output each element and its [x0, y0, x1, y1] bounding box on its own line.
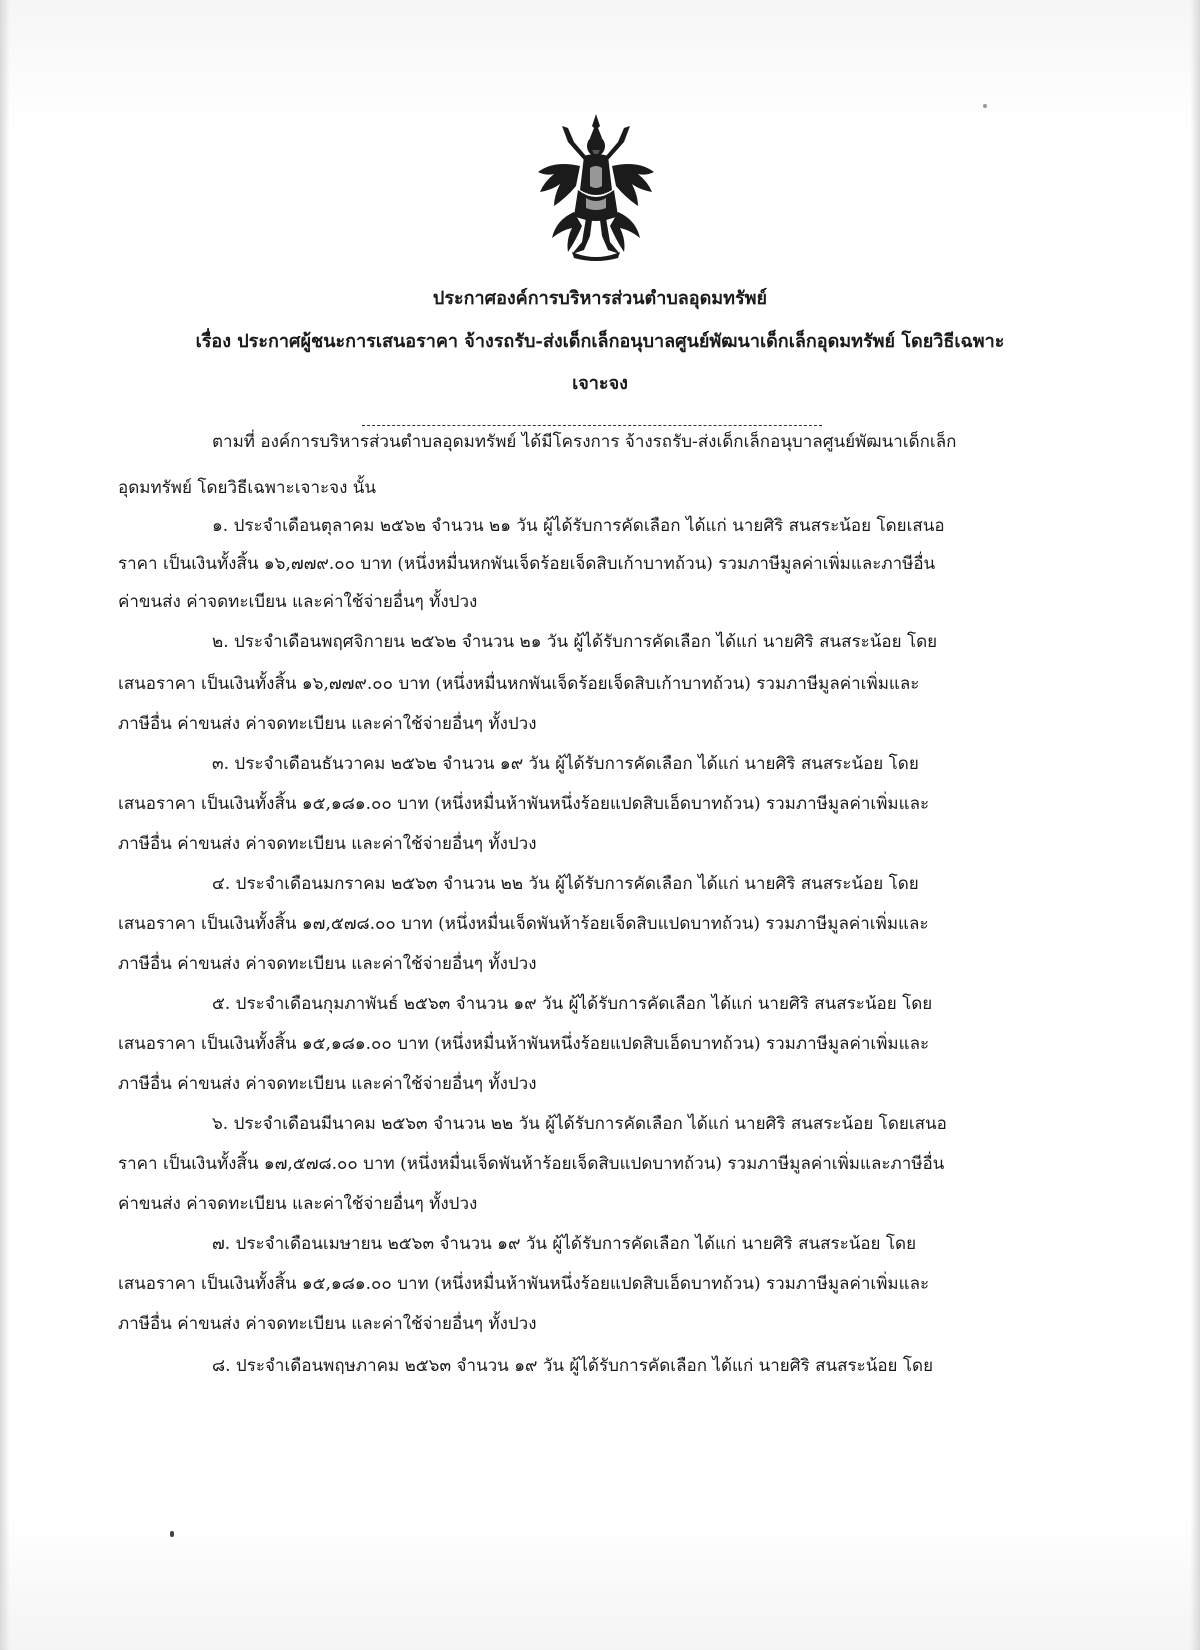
scan-edge-right [1190, 0, 1200, 1650]
item-7-line: ภาษีอื่น ค่าขนส่ง ค่าจดทะเบียน และค่าใช้จ่ายอื่นๆ ทั้งปวง [118, 1314, 537, 1334]
item-6-line: ๖. ประจำเดือนมีนาคม ๒๕๖๓ จำนวน ๒๒ วัน ผู้ได้รับการคัดเลือก ได้แก่ นายศิริ สนสระน้อย โดยเสนอ [212, 1114, 947, 1134]
item-3-line: เสนอราคา เป็นเงินทั้งสิ้น ๑๕,๑๘๑.๐๐ บาท (หนึ่งหมื่นห้าพันหนึ่งร้อยแปดสิบเอ็ดบาทถ้วน) รวมภาษีมูลค่าเพิ่มและ [118, 794, 930, 814]
item-7-line: เสนอราคา เป็นเงินทั้งสิ้น ๑๕,๑๘๑.๐๐ บาท (หนึ่งหมื่นห้าพันหนึ่งร้อยแปดสิบเอ็ดบาทถ้วน) รวมภาษีมูลค่าเพิ่มและ [118, 1274, 930, 1294]
dashed-divider [362, 425, 822, 426]
item-1-line: ค่าขนส่ง ค่าจดทะเบียน และค่าใช้จ่ายอื่นๆ ทั้งปวง [118, 592, 478, 612]
item-7-line: ๗. ประจำเดือนเมษายน ๒๕๖๓ จำนวน ๑๙ วัน ผู้ได้รับการคัดเลือก ได้แก่ นายศิริ สนสระน้อย โดย [212, 1234, 917, 1254]
item-3-line: ๓. ประจำเดือนธันวาคม ๒๕๖๒ จำนวน ๑๙ วัน ผู้ได้รับการคัดเลือก ได้แก่ นายศิริ สนสระน้อย โดย [212, 754, 919, 774]
item-1-line: ราคา เป็นเงินทั้งสิ้น ๑๖,๗๗๙.๐๐ บาท (หนึ่งหมื่นหกพันเจ็ดร้อยเจ็ดสิบเก้าบาทถ้วน) รวมภาษีมูลค่าเพิ่มและภาษีอื่น [118, 554, 936, 574]
item-5-line: ๕. ประจำเดือนกุมภาพันธ์ ๒๕๖๓ จำนวน ๑๙ วัน ผู้ได้รับการคัดเลือก ได้แก่ นายศิริ สนสระน้อย โดย [212, 994, 933, 1014]
intro-line: ตามที่ องค์การบริหารส่วนตำบลอุดมทรัพย์ ได้มีโครงการ จ้างรถรับ-ส่งเด็กเล็กอนุบาลศูนย์พัฒนาเด็กเล็ก [212, 432, 957, 452]
announcement-title: ประกาศองค์การบริหารส่วนตำบลอุดมทรัพย์ [432, 288, 768, 309]
intro-line: อุดมทรัพย์ โดยวิธีเฉพาะเจาะจง นั้น [118, 478, 377, 498]
item-1-line: ๑. ประจำเดือนตุลาคม ๒๕๖๒ จำนวน ๒๑ วัน ผู้ได้รับการคัดเลือก ได้แก่ นายศิริ สนสระน้อย โดยเสนอ [212, 516, 945, 536]
item-4-line: ๔. ประจำเดือนมกราคม ๒๕๖๓ จำนวน ๒๒ วัน ผู้ได้รับการคัดเลือก ได้แก่ นายศิริ สนสระน้อย โดย [212, 874, 919, 894]
subject-line: เรื่อง ประกาศผู้ชนะการเสนอราคา จ้างรถรับ-ส่งเด็กเล็กอนุบาลศูนย์พัฒนาเด็กเล็กอุดมทรัพย์ โดยวิธีเฉพาะ [195, 331, 1005, 352]
item-8-line: ๘. ประจำเดือนพฤษภาคม ๒๕๖๓ จำนวน ๑๙ วัน ผู้ได้รับการคัดเลือก ได้แก่ นายศิริ สนสระน้อย โดย [212, 1356, 934, 1376]
item-2-line: ๒. ประจำเดือนพฤศจิกายน ๒๕๖๒ จำนวน ๒๑ วัน ผู้ได้รับการคัดเลือก ได้แก่ นายศิริ สนสระน้อย โดย [212, 632, 938, 652]
item-2-line: เสนอราคา เป็นเงินทั้งสิ้น ๑๖,๗๗๙.๐๐ บาท (หนึ่งหมื่นหกพันเจ็ดร้อยเจ็ดสิบเก้าบาทถ้วน) รวมภาษีมูลค่าเพิ่มและ [118, 674, 920, 694]
item-4-line: ภาษีอื่น ค่าขนส่ง ค่าจดทะเบียน และค่าใช้จ่ายอื่นๆ ทั้งปวง [118, 954, 537, 974]
item-4-line: เสนอราคา เป็นเงินทั้งสิ้น ๑๗,๕๗๘.๐๐ บาท (หนึ่งหมื่นเจ็ดพันห้าร้อยเจ็ดสิบแปดบาทถ้วน) รวมภาษีมูลค่าเพิ่มและ [118, 914, 929, 934]
item-6-line: ราคา เป็นเงินทั้งสิ้น ๑๗,๕๗๘.๐๐ บาท (หนึ่งหมื่นเจ็ดพันห้าร้อยเจ็ดสิบแปดบาทถ้วน) รวมภาษีมูลค่าเพิ่มและภาษีอื่น [118, 1154, 945, 1174]
subject-line-continued: เจาะจง [572, 373, 628, 394]
item-3-line: ภาษีอื่น ค่าขนส่ง ค่าจดทะเบียน และค่าใช้จ่ายอื่นๆ ทั้งปวง [118, 834, 537, 854]
scan-speck [983, 104, 987, 108]
item-5-line: เสนอราคา เป็นเงินทั้งสิ้น ๑๕,๑๘๑.๐๐ บาท (หนึ่งหมื่นห้าพันหนึ่งร้อยแปดสิบเอ็ดบาทถ้วน) รวมภาษีมูลค่าเพิ่มและ [118, 1034, 930, 1054]
scan-mark [170, 1531, 174, 1537]
garuda-emblem-icon [532, 112, 660, 262]
item-5-line: ภาษีอื่น ค่าขนส่ง ค่าจดทะเบียน และค่าใช้จ่ายอื่นๆ ทั้งปวง [118, 1074, 537, 1094]
scan-edge-left [0, 0, 10, 1650]
item-2-line: ภาษีอื่น ค่าขนส่ง ค่าจดทะเบียน และค่าใช้จ่ายอื่นๆ ทั้งปวง [118, 714, 537, 734]
item-6-line: ค่าขนส่ง ค่าจดทะเบียน และค่าใช้จ่ายอื่นๆ ทั้งปวง [118, 1194, 478, 1214]
